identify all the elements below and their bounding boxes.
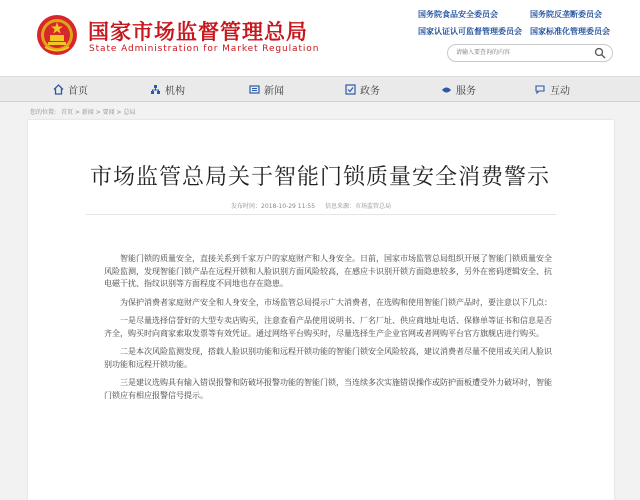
article-meta (231, 201, 399, 210)
nav-home-label: 首页 (68, 85, 88, 97)
nav-service-label: 服务 (456, 85, 476, 97)
site-title[interactable]: 国家市场监督管理总局 (88, 20, 308, 44)
nav-gov[interactable] (345, 82, 380, 96)
paragraph: 为保护消费者家庭财产安全和人身安全，市场监管总局提示广大消费者，在选购和使用智能门锁产品时，要注意以下几点： (120, 297, 552, 307)
article-title: 市场监管总局关于智能门锁质量安全消费警示 (89, 165, 550, 190)
nav-news[interactable] (249, 82, 284, 96)
home-icon (53, 84, 64, 95)
nav-interact[interactable] (535, 82, 570, 96)
paragraph: 二是本次风险监测发现，搭载人脸识别功能和远程开锁功能的智能门锁安全风险较高，建议消费者尽量不使用或关闭人脸识别功能和远程开锁功能。 (104, 347, 552, 369)
breadcrumb (30, 107, 138, 116)
nav-news-label: 新闻 (264, 85, 284, 97)
paragraph: 智能门锁的质量安全，直接关系到千家万户的家庭财产和人身安全。日前，国家市场监管总局组织开展了智能门锁质量安全风险监测，发现智能门锁产品在远程开锁和人脸识别方面风险较高，在感应卡识别开锁方面隐患较多，另外在密码逻辑安全、抗电磁干扰、指纹识别等方面程度不同地也存在隐患。 (104, 254, 552, 288)
gov-icon (345, 84, 356, 95)
link-certification[interactable]: 国家认证认可监督管理委员会 (418, 27, 522, 36)
publish-time: 发布时间：2018-10-29 11:55 (231, 203, 316, 210)
nav-org-label: 机构 (165, 85, 185, 97)
search-box[interactable] (447, 44, 613, 62)
interact-icon (535, 84, 546, 95)
nav-gov-label: 政务 (360, 85, 380, 97)
national-emblem-icon[interactable] (36, 14, 78, 56)
paragraph: 三是建议选购具有输入错误报警和防破坏报警功能的智能门锁，当连续多次实施错误操作或防护面板遭受外力破坏时，智能门锁应有相应报警信号提示。 (104, 378, 552, 400)
link-standardization[interactable]: 国家标准化管理委员会 (530, 27, 610, 36)
link-food-safety[interactable]: 国务院食品安全委员会 (418, 10, 498, 19)
article-body (104, 253, 556, 408)
search-icon[interactable] (594, 47, 606, 59)
main-nav (0, 76, 640, 102)
service-icon (441, 84, 452, 95)
site-header (0, 0, 640, 76)
nav-org[interactable] (150, 82, 185, 96)
link-anti-monopoly[interactable]: 国务院反垄断委员会 (530, 10, 602, 19)
nav-interact-label: 互动 (550, 85, 570, 97)
nav-home[interactable] (53, 82, 88, 96)
breadcrumb-prefix: 您的位置: (30, 109, 57, 116)
breadcrumb-path[interactable]: 首页 > 新闻 > 要闻 > 总局 (60, 109, 136, 116)
site-subtitle: State Administration for Market Regulation (89, 44, 320, 54)
title-divider (86, 214, 556, 215)
org-icon (150, 84, 161, 95)
paragraph: 一是尽量选择信誉好的大型专卖店购买，注意查看产品使用说明书、厂名厂址、供应商地址电话、保修单等证书和信息是否齐全，购买时向商家索取发票等有效凭证。通过网络平台购买时，尽量选择生产企业官网或者网购平台官方旗舰店进行购买。 (104, 316, 552, 338)
news-icon (249, 84, 260, 95)
info-source: 信息来源：市场监管总局 (325, 203, 392, 210)
nav-service[interactable] (441, 82, 476, 96)
search-input[interactable] (456, 47, 586, 58)
